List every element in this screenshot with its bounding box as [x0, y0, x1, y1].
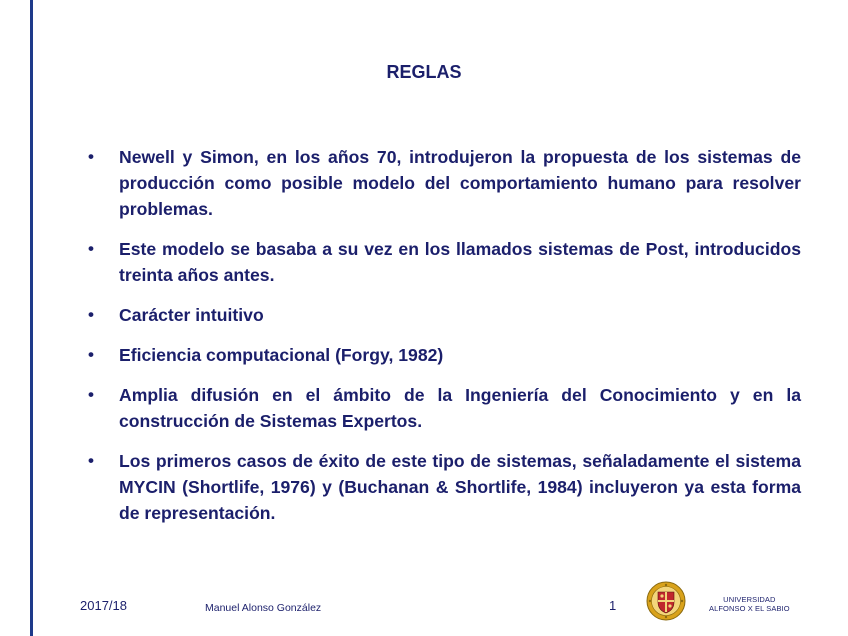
- bullet-item: [88, 342, 801, 368]
- bullet-text: Eficiencia computacional (Forgy, 1982): [119, 345, 444, 365]
- page-number: 1: [609, 598, 617, 613]
- bullet-text: Los primeros casos de éxito de este tipo de sistemas, señaladamente el sistema MYCIN (Shortlife, 1976) y (Buchanan & Shortlife, 1984) incluyeron ya esta forma de representación.: [119, 451, 801, 523]
- bullet-marker: •: [88, 385, 94, 404]
- bullet-item: [88, 448, 801, 526]
- bullet-text: Newell y Simon, en los años 70, introdujeron la propuesta de los sistemas de producción como posible modelo del comportamiento humano para resolver problemas.: [119, 147, 801, 219]
- bullet-text: Este modelo se basaba a su vez en los llamados sistemas de Post, introducidos treinta años antes.: [119, 239, 801, 285]
- university-name: [709, 596, 790, 613]
- bullet-text: Amplia difusión en el ámbito de la Ingeniería del Conocimiento y en la construcción de Sistemas Expertos.: [119, 385, 801, 431]
- bullet-item: [88, 302, 801, 328]
- bullet-marker: •: [88, 147, 94, 166]
- bullet-marker: •: [88, 239, 94, 258]
- left-border-rule: [30, 0, 33, 636]
- bullet-list: [88, 144, 801, 540]
- bullet-marker: •: [88, 451, 94, 470]
- bullet-marker: •: [88, 345, 94, 364]
- bullet-text: Carácter intuitivo: [119, 305, 264, 325]
- bullet-item: [88, 144, 801, 222]
- university-name-line1: UNIVERSIDAD: [723, 595, 776, 604]
- university-seal-icon: [646, 581, 686, 621]
- slide-title: REGLAS: [386, 62, 462, 82]
- bullet-item: [88, 382, 801, 434]
- bullet-item: [88, 236, 801, 288]
- university-name-line2: ALFONSO X EL SABIO: [709, 603, 790, 613]
- bullet-marker: •: [88, 305, 94, 324]
- footer-author: Manuel Alonso González: [205, 602, 322, 614]
- footer-date: 2017/18: [80, 598, 127, 613]
